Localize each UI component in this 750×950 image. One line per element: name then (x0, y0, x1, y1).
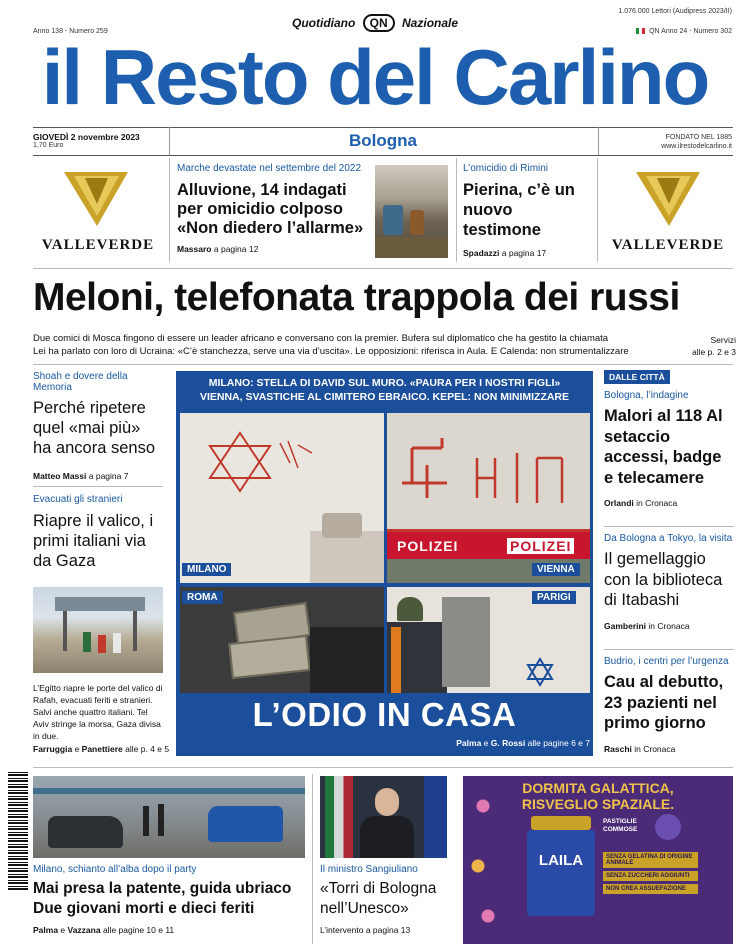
story-crash[interactable] (33, 864, 305, 935)
label-roma: ROMA (182, 591, 223, 604)
quotidiano-text: Quotidiano (292, 16, 356, 30)
story-kicker: Budrio, i centri per l’urgenza (604, 656, 729, 667)
lead-headline[interactable]: Meloni, telefonata trappola dei russi (33, 276, 680, 319)
rafah-photo (33, 587, 163, 673)
label-milano: MILANO (182, 563, 231, 576)
lead-summary: Due comici di Mosca fingono di essere un leader africano e conversano con la premier. Bufera sul diplomatico che ha gestito la chiamata Lei ha parlato con loro di Ucraina: «C’è stanchezza, serve una via d’uscita». Le opposizioni: riferisca in Aula. E Calenda: non strumentalizzare (33, 333, 629, 357)
nazionale-text: Nazionale (402, 16, 459, 30)
story-kicker: L’omicidio di Rimini (463, 163, 549, 174)
story-gemellaggio[interactable] (604, 533, 734, 631)
polizei-text-1: POLIZEI (397, 538, 459, 554)
issue-date: GIOVEDÌ 2 novembre 2023 (33, 132, 140, 142)
story-byline: Palma e Vazzana alle pagine 10 e 11 (33, 925, 175, 935)
valleverde-logo-icon (61, 166, 131, 228)
laila-tag: PASTIGLIE COMMOSE (603, 818, 638, 833)
story-headline[interactable]: «Torri di Bologna nell’Unesco» (320, 880, 437, 917)
vienna-photo (387, 413, 590, 583)
story-byline: Gamberini in Cronaca (604, 620, 690, 631)
story-headline[interactable]: Perché ripetere quel «mai più» ha ancora senso (33, 399, 156, 457)
story-byline: Raschi in Cronaca (604, 743, 676, 754)
laila-brand: LAILA (538, 852, 584, 869)
story-headline[interactable]: Il gemellaggio con la biblioteca di Itabashi (604, 550, 723, 609)
center-byline: Palma e G. Rossi alle pagine 6 e 7 (456, 738, 590, 748)
story-byline: L’intervento a pagina 13 (320, 925, 411, 935)
price: 1,70 Euro (33, 142, 64, 149)
story-shoah[interactable] (33, 371, 163, 481)
milano-photo (180, 413, 384, 583)
qn-issue: QN Anno 24 - Numero 302 (636, 28, 732, 35)
star-of-david-icon (525, 657, 555, 687)
newspaper-title: il Resto del Carlino (41, 33, 709, 121)
story-headline[interactable]: Pierina, c’è un nuovo testimone (463, 181, 575, 239)
story-torri[interactable] (320, 864, 455, 935)
story-kicker: Shoah e dovere della Memoria (33, 371, 128, 393)
story-malori[interactable] (604, 390, 734, 508)
story-pierina[interactable] (463, 163, 593, 258)
center-banner: MILANO: STELLA DI DAVID SUL MURO. «PAURA PER I NOSTRI FIGLI» VIENNA, SVASTICHE AL CIMITERO EBRAICO. KEPEL: NON MINIMIZZARE (199, 377, 570, 403)
story-byline: Massaro a pagina 12 (177, 244, 259, 254)
sangiuliano-photo (320, 776, 447, 858)
story-headline[interactable]: Mai presa la patente, guida ubriaco Due giovani morti e dieci feriti (33, 880, 292, 917)
city-edition: Bologna (349, 131, 417, 150)
flood-photo (375, 165, 448, 258)
story-kicker: Da Bologna a Tokyo, la visita (604, 533, 733, 544)
center-headline[interactable]: L’ODIO IN CASA (252, 696, 517, 733)
website-link[interactable]: www.ilrestodelcarlino.it (661, 143, 732, 150)
valleverde-ad-left[interactable] (33, 160, 163, 260)
story-kicker: Milano, schianto all’alba dopo il party (33, 864, 197, 875)
story-headline[interactable]: Alluvione, 14 indagati per omicidio colposo «Non diedero l’allarme» (177, 181, 364, 237)
story-kicker: Evacuati gli stranieri (33, 494, 123, 505)
laila-headline: DORMITA GALATTICA, RISVEGLIO SPAZIALE. (521, 780, 675, 812)
lead-services: Servizi alle p. 2 e 3 (692, 335, 736, 357)
story-byline: Matteo Massi a pagina 7 (33, 471, 129, 481)
story-kicker: Il ministro Sangiuliano (320, 864, 418, 875)
issue-number: Anno 138 - Numero 259 (33, 28, 108, 35)
polizei-text-2: POLIZEI (507, 538, 574, 554)
story-alluvione[interactable] (177, 163, 372, 254)
label-parigi: PARIGI (532, 591, 576, 604)
laila-ad[interactable] (463, 776, 733, 944)
story-headline[interactable]: Riapre il valico, i primi italiani via da Gaza (33, 512, 154, 570)
section-dalle-citta[interactable]: DALLE CITTÀ (604, 370, 670, 384)
story-gaza[interactable] (33, 494, 163, 571)
story-byline: Spadazzi a pagina 17 (463, 248, 547, 258)
barcode (8, 770, 28, 890)
laila-claims: SENZA GELATINA DI ORIGINE ANIMALE SENZA ZUCCHERI AGGIUNTI NON CREA ASSUEFAZIONE (603, 852, 698, 894)
valleverde-logo-icon (633, 166, 703, 228)
story-headline[interactable]: Cau al debutto, 23 pazienti nel primo giorno (604, 673, 724, 732)
story-headline[interactable]: Malori al 118 Al setaccio accessi, badge e telecamere (604, 407, 723, 487)
story-kicker: Marche devastate nel settembre del 2022 (177, 163, 361, 174)
gaza-body: L’Egitto riapre le porte del valico di Rafah, evacuati feriti e stranieri. Salvi anche quattro italiani. Tel Aviv stringe la morsa, Gaza divisa in due. (33, 683, 163, 741)
qn-logo: QN (363, 14, 395, 32)
readers-note: 1.076.000 Lettori (Audipress 2023/II) (618, 8, 732, 15)
crash-photo (33, 776, 305, 858)
story-byline: Orlandi in Cronaca (604, 498, 678, 508)
founded: FONDATO NEL 1885 (665, 134, 732, 141)
swastika-graffiti-icon (387, 413, 590, 533)
gaza-byline: Farruggia e Panettiere alle p. 4 e 5 (33, 744, 170, 754)
story-cau[interactable] (604, 656, 734, 754)
qn-label (292, 14, 458, 32)
story-kicker: Bologna, l’indagine (604, 390, 689, 401)
valleverde-ad-right[interactable] (603, 160, 733, 260)
valleverde-text-left: VALLEVERDE (41, 237, 155, 253)
valleverde-text-right: VALLEVERDE (611, 237, 725, 253)
label-vienna: VIENNA (532, 563, 580, 576)
